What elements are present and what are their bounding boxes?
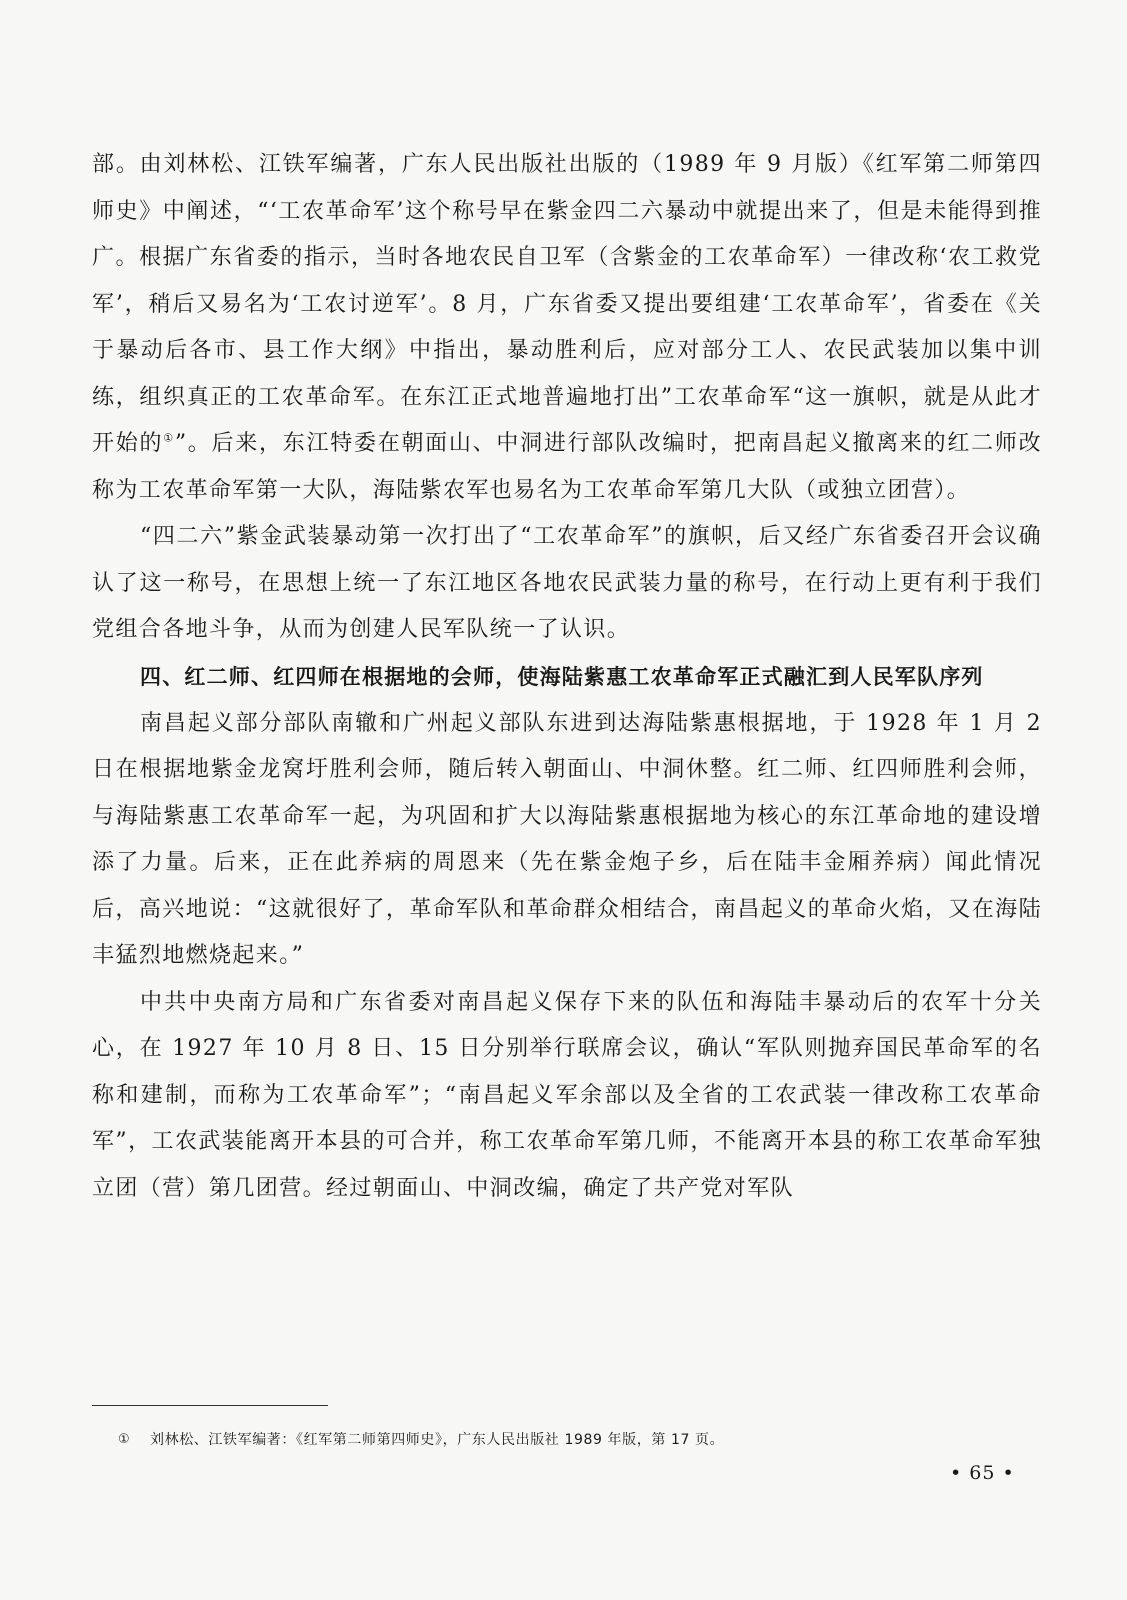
footnote-reference[interactable]: ①: [163, 431, 175, 445]
paragraph-1-text-continued: ”。后来，东江特委在朝面山、中洞进行部队改编时，把南昌起义撤离来的红二师改称为工农革命军第一大队，海陆紫农军也易名为工农革命军第几大队（或独立团营）。: [92, 431, 1042, 503]
footnote-divider: [92, 1405, 328, 1406]
page-number: • 65 •: [950, 1462, 1015, 1484]
footnote-marker: ①: [118, 1432, 131, 1447]
paragraph-2: “四二六”紫金武装暴动第一次打出了“工农革命军”的旗帜，后又经广东省委召开会议确认了这一称号，在思想上统一了东江地区各地农民武装力量的称号，在行动上更有利于我们党组合各地斗争，从而为创建人民军队统一了认识。: [92, 524, 1042, 642]
section-heading: 四、红二师、红四师在根据地的会师，使海陆紫惠工农革命军正式融汇到人民军队序列: [140, 664, 984, 689]
page-body: [92, 142, 1042, 1212]
paragraph-3: 南昌起义部分部队南辙和广州起义部队东进到达海陆紫惠根据地，于 1928 年 1 月 2 日在根据地紫金龙窝圩胜利会师，随后转入朝面山、中洞休整。红二师、红四师胜利会师，与海陆紫惠工农革命军一起，为巩固和扩大以海陆紫惠根据地为核心的东江革命地的建设增添了力量。后来，正在此养病的周恩来（先在紫金炮子乡，后在陆丰金厢养病）闻此情况后，高兴地说：“这就很好了，革命军队和革命群众相结合，南昌起义的革命火焰，又在海陆丰猛烈地燃烧起来。”: [92, 710, 1042, 968]
paragraph-1: [92, 142, 1042, 514]
paragraph-1-text: 部。由刘林松、江铁军编著，广东人民出版社出版的（1989 年 9 月版）《红军第二师第四师史》中阐述，“‘工农革命军’这个称号早在紫金四二六暴动中就提出来了，但是未能得到推广。根据广东省委的指示，当时各地农民自卫军（含紫金的工农革命军）一律改称‘农工救党军’，稍后又易名为‘工农讨逆军’。8 月，广东省委又提出要组建‘工农革命军’，省委在《关于暴动后各市、县工作大纲》中指出，暴动胜利后，应对部分工人、农民武装加以集中训练，组织真正的工农革命军。在东江正式地普遍地打出”工农革命军“这一旗帜，就是从此才开始的: [92, 152, 1042, 456]
footnote-text: 刘林松、江铁军编著：《红军第二师第四师史》，广东人民出版社 1989 年版，第 17 页。: [150, 1432, 725, 1448]
paragraph-4: 中共中央南方局和广东省委对南昌起义保存下来的队伍和海陆丰暴动后的农军十分关心，在 1927 年 10 月 8 日、15 日分别举行联席会议，确认“军队则抛弃国民革命军的名称和建制，而称为工农革命军”；“南昌起义军余部以及全省的工农武装一律改称工农革命军”，工农武装能离开本县的可合并，称工农革命军第几师，不能离开本县的称工农革命军独立团（营）第几团营。经过朝面山、中洞改编，确定了共产党对军队: [92, 989, 1042, 1201]
footnote: [118, 1430, 725, 1450]
